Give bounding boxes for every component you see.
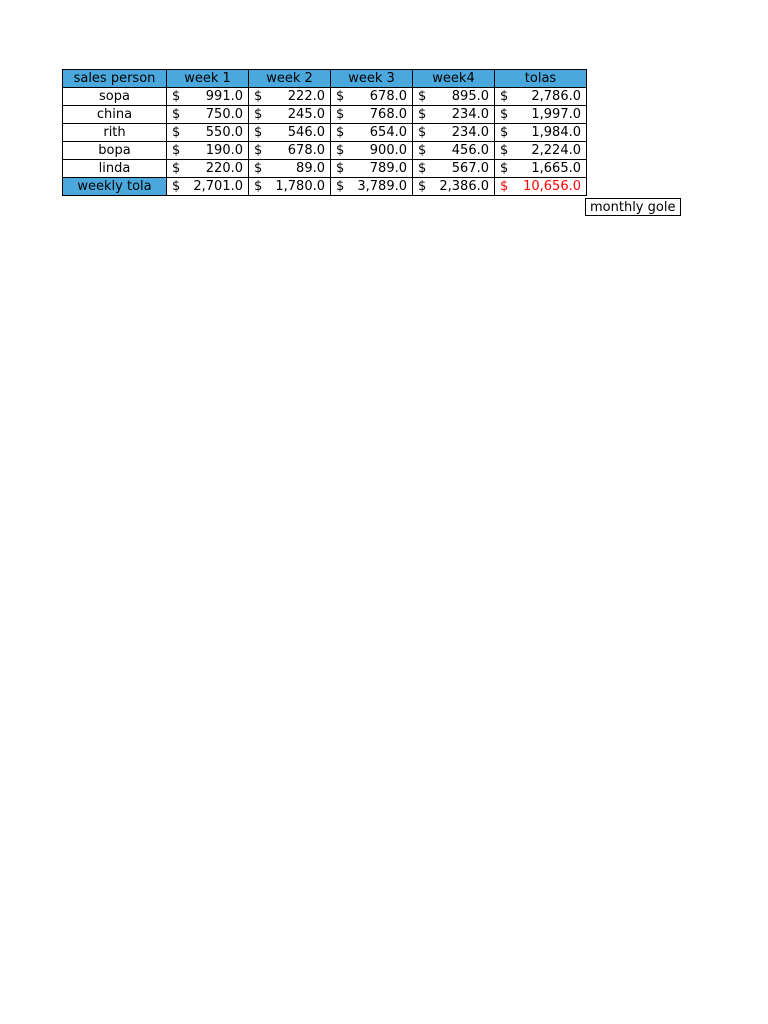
weekly-amount-cell[interactable] [249, 106, 331, 124]
table-row [63, 160, 587, 178]
data-rows [63, 88, 587, 178]
table-row [63, 142, 587, 160]
weekly-total-cell[interactable] [167, 178, 249, 196]
amount: 1,780.0 [275, 179, 325, 194]
header-cell-sales-person[interactable]: sales person [63, 70, 167, 88]
amount: 768.0 [369, 107, 407, 122]
currency-symbol: $ [418, 125, 427, 140]
table-row [63, 124, 587, 142]
weekly-amount-cell[interactable] [413, 106, 495, 124]
weekly-amount-cell[interactable] [413, 160, 495, 178]
amount: 1,665.0 [531, 161, 581, 176]
currency-symbol: $ [336, 89, 345, 104]
currency-symbol: $ [172, 143, 181, 158]
currency-symbol: $ [254, 179, 263, 194]
amount: 245.0 [287, 107, 325, 122]
amount: 1,984.0 [531, 125, 581, 140]
table-row [63, 106, 587, 124]
amount: 1,997.0 [531, 107, 581, 122]
amount: 546.0 [287, 125, 325, 140]
header-cell-week-3[interactable]: week 3 [331, 70, 413, 88]
amount: 222.0 [287, 89, 325, 104]
amount: 190.0 [205, 143, 243, 158]
currency-symbol: $ [172, 89, 181, 104]
grand-total-cell[interactable] [495, 178, 587, 196]
weekly-amount-cell[interactable] [331, 88, 413, 106]
currency-symbol: $ [500, 143, 509, 158]
amount: 2,786.0 [531, 89, 581, 104]
weekly-total-cell[interactable] [413, 178, 495, 196]
weekly-amount-cell[interactable] [167, 124, 249, 142]
weekly-amount-cell[interactable] [167, 160, 249, 178]
sales-person-name[interactable]: linda [63, 160, 167, 178]
header-row [63, 70, 587, 88]
grand-total-amount: 10,656.0 [523, 179, 581, 194]
currency-symbol: $ [254, 107, 263, 122]
header-cell-week-4[interactable]: week4 [413, 70, 495, 88]
amount: 2,701.0 [193, 179, 243, 194]
currency-symbol: $ [500, 125, 509, 140]
weekly-amount-cell[interactable] [413, 142, 495, 160]
amount: 750.0 [205, 107, 243, 122]
weekly-amount-cell[interactable] [167, 142, 249, 160]
weekly-amount-cell[interactable] [331, 142, 413, 160]
currency-symbol: $ [254, 161, 263, 176]
table-row [63, 88, 587, 106]
weekly-amount-cell[interactable] [167, 88, 249, 106]
weekly-total-cell[interactable] [331, 178, 413, 196]
amount: 89.0 [296, 161, 325, 176]
amount: 2,386.0 [439, 179, 489, 194]
currency-symbol: $ [336, 125, 345, 140]
amount: 567.0 [451, 161, 489, 176]
currency-symbol: $ [336, 161, 345, 176]
header-cell-week-1[interactable]: week 1 [167, 70, 249, 88]
weekly-amount-cell[interactable] [413, 124, 495, 142]
row-total-cell[interactable] [495, 88, 587, 106]
sales-table [62, 69, 587, 196]
header-cell-totals[interactable]: tolas [495, 70, 587, 88]
currency-symbol: $ [418, 89, 427, 104]
amount: 456.0 [451, 143, 489, 158]
amount: 234.0 [451, 107, 489, 122]
currency-symbol: $ [418, 161, 427, 176]
sales-person-name[interactable]: sopa [63, 88, 167, 106]
currency-symbol: $ [172, 107, 181, 122]
currency-symbol: $ [500, 161, 509, 176]
currency-symbol: $ [500, 107, 509, 122]
amount: 991.0 [205, 89, 243, 104]
amount: 550.0 [205, 125, 243, 140]
header-cell-week-2[interactable]: week 2 [249, 70, 331, 88]
amount: 3,789.0 [357, 179, 407, 194]
currency-symbol: $ [418, 143, 427, 158]
currency-symbol: $ [418, 107, 427, 122]
currency-symbol: $ [500, 89, 509, 104]
currency-symbol: $ [254, 143, 263, 158]
weekly-total-cell[interactable] [249, 178, 331, 196]
amount: 654.0 [369, 125, 407, 140]
monthly-goal-cell[interactable]: monthly gole [585, 198, 681, 216]
weekly-total-label[interactable]: weekly tola [63, 178, 167, 196]
weekly-amount-cell[interactable] [331, 160, 413, 178]
currency-symbol: $ [336, 143, 345, 158]
row-total-cell[interactable] [495, 142, 587, 160]
amount: 234.0 [451, 125, 489, 140]
weekly-amount-cell[interactable] [167, 106, 249, 124]
weekly-amount-cell[interactable] [249, 124, 331, 142]
amount: 789.0 [369, 161, 407, 176]
weekly-amount-cell[interactable] [413, 88, 495, 106]
weekly-amount-cell[interactable] [249, 88, 331, 106]
currency-symbol: $ [500, 179, 509, 194]
amount: 2,224.0 [531, 143, 581, 158]
weekly-amount-cell[interactable] [331, 106, 413, 124]
row-total-cell[interactable] [495, 160, 587, 178]
weekly-total-row [63, 178, 587, 196]
currency-symbol: $ [172, 161, 181, 176]
sales-person-name[interactable]: rith [63, 124, 167, 142]
currency-symbol: $ [336, 179, 345, 194]
row-total-cell[interactable] [495, 106, 587, 124]
currency-symbol: $ [172, 179, 181, 194]
currency-symbol: $ [418, 179, 427, 194]
weekly-amount-cell[interactable] [249, 142, 331, 160]
currency-symbol: $ [254, 125, 263, 140]
amount: 220.0 [205, 161, 243, 176]
amount: 900.0 [369, 143, 407, 158]
amount: 895.0 [451, 89, 489, 104]
amount: 678.0 [369, 89, 407, 104]
sales-person-name[interactable]: bopa [63, 142, 167, 160]
sales-person-name[interactable]: china [63, 106, 167, 124]
weekly-amount-cell[interactable] [331, 124, 413, 142]
amount: 678.0 [287, 143, 325, 158]
currency-symbol: $ [254, 89, 263, 104]
currency-symbol: $ [336, 107, 345, 122]
currency-symbol: $ [172, 125, 181, 140]
weekly-amount-cell[interactable] [249, 160, 331, 178]
row-total-cell[interactable] [495, 124, 587, 142]
